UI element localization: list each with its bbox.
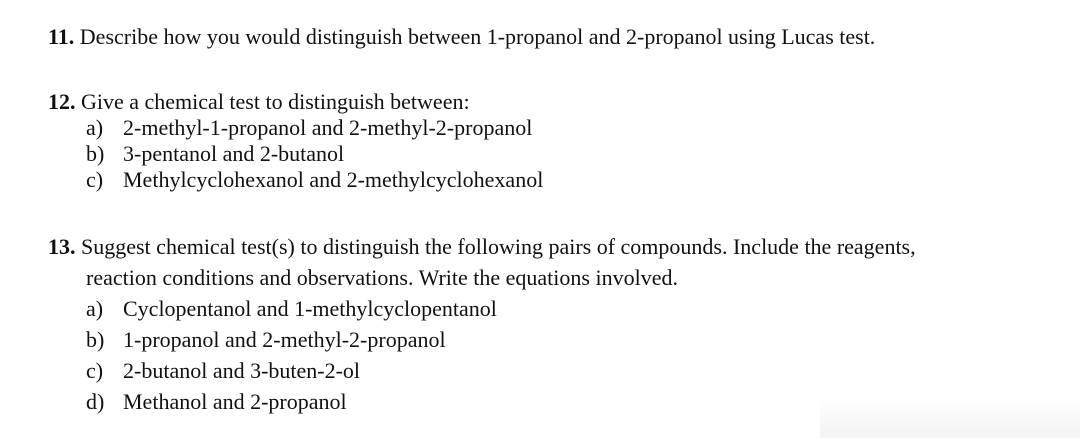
option-letter: a) <box>86 296 104 321</box>
option-letter: b) <box>86 141 105 166</box>
option-text: 2-methyl-1-propanol and 2-methyl-2-propanol <box>123 115 533 140</box>
question-text: Suggest chemical test(s) to distinguish the following pairs of compounds. Include the reagents, <box>81 234 916 259</box>
option-a <box>48 293 1038 324</box>
option-a <box>48 115 1038 141</box>
question-13 <box>48 231 1038 417</box>
option-text: 3-pentanol and 2-butanol <box>123 141 345 166</box>
option-letter: c) <box>86 167 104 192</box>
option-text: Methylcyclohexanol and 2-methylcyclohexanol <box>123 167 544 192</box>
option-letter: a) <box>86 115 104 140</box>
option-letter: c) <box>86 358 104 383</box>
question-13-line-1 <box>48 231 1038 262</box>
question-11-line <box>48 24 1038 50</box>
option-b <box>48 324 1038 355</box>
question-text: Give a chemical test to distinguish between: <box>81 89 470 114</box>
question-13-line-2 <box>48 262 1038 293</box>
question-12-line <box>48 89 1038 115</box>
option-letter: d) <box>86 389 105 414</box>
question-text: Describe how you would distinguish between 1-propanol and 2-propanol using Lucas test. <box>79 24 876 49</box>
option-c <box>48 167 1038 193</box>
option-text: 1-propanol and 2-methyl-2-propanol <box>123 327 446 352</box>
question-11 <box>48 24 1038 50</box>
page-shadow <box>820 398 1080 438</box>
question-text-continued: reaction conditions and observations. Write the equations involved. <box>86 265 678 290</box>
question-12 <box>48 89 1038 193</box>
option-letter: b) <box>86 327 105 352</box>
question-number: 11. <box>48 24 75 49</box>
option-b <box>48 141 1038 167</box>
option-text: Cyclopentanol and 1-methylcyclopentanol <box>123 296 497 321</box>
option-text: 2-butanol and 3-buten-2-ol <box>123 358 361 383</box>
option-c <box>48 355 1038 386</box>
option-text: Methanol and 2-propanol <box>123 389 347 414</box>
question-number: 12. <box>48 89 76 114</box>
question-number: 13. <box>48 234 76 259</box>
